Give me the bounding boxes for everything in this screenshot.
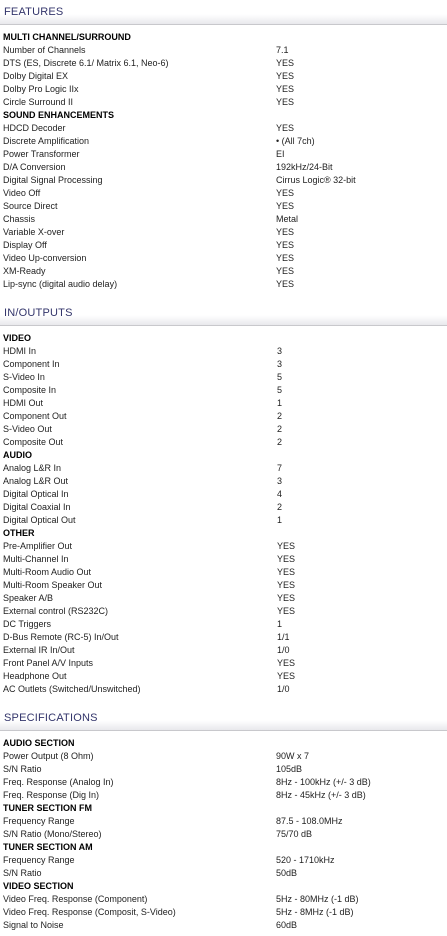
spec-label: D/A Conversion	[3, 162, 66, 172]
spec-row	[0, 278, 447, 291]
spec-row	[0, 592, 447, 605]
group-title: AUDIO SECTION	[3, 738, 75, 748]
spec-value: 8Hz - 100kHz (+/- 3 dB)	[276, 777, 371, 787]
spec-label: Display Off	[3, 240, 47, 250]
spec-value: 5Hz - 80MHz (-1 dB)	[276, 894, 359, 904]
spec-label: Number of Channels	[3, 45, 86, 55]
spec-label: Pre-Amplifier Out	[3, 541, 73, 551]
spec-row	[0, 475, 447, 488]
spec-value: 4	[277, 489, 283, 499]
spec-label: AC Outlets (Switched/Unswitched)	[3, 684, 141, 694]
spec-label: Discrete Amplification	[3, 136, 90, 146]
spec-value: 1	[277, 515, 283, 525]
spec-value: 2	[277, 411, 283, 421]
spec-row	[0, 750, 447, 763]
spec-row	[0, 631, 447, 644]
spec-row	[0, 867, 447, 880]
spec-value: 2	[277, 502, 283, 512]
spec-value: 5	[277, 372, 283, 382]
spec-value: YES	[276, 253, 295, 263]
spec-label: Digital Optical Out	[3, 515, 76, 525]
spec-row	[0, 213, 447, 226]
spec-label: Component Out	[3, 411, 67, 421]
spec-row	[0, 135, 447, 148]
spec-value: 87.5 - 108.0MHz	[276, 816, 343, 826]
spec-label: External control (RS232C)	[3, 606, 109, 616]
spec-row	[0, 618, 447, 631]
spec-value: YES	[277, 593, 296, 603]
spec-row	[0, 239, 447, 252]
spec-row	[0, 501, 447, 514]
spec-row	[0, 553, 447, 566]
spec-label: DTS (ES, Discrete 6.1/ Matrix 6.1, Neo-6)	[3, 58, 169, 68]
spec-label: Multi-Room Speaker Out	[3, 580, 103, 590]
spec-value: 3	[277, 346, 283, 356]
spec-label: Frequency Range	[3, 855, 75, 865]
spec-label: S/N Ratio (Mono/Stereo)	[3, 829, 102, 839]
spec-label: Frequency Range	[3, 816, 75, 826]
spec-value: 105dB	[276, 764, 303, 774]
spec-value: YES	[276, 188, 295, 198]
spec-value: YES	[276, 266, 295, 276]
spec-label: Freq. Response (Dig In)	[3, 790, 100, 800]
spec-row	[0, 540, 447, 553]
spec-label: Source Direct	[3, 201, 58, 211]
spec-row	[0, 854, 447, 867]
spec-row	[0, 345, 447, 358]
spec-label: Video Freq. Response (Composit, S-Video)	[3, 907, 176, 917]
spec-value: Cirrus Logic® 32-bit	[276, 175, 356, 185]
spec-row	[0, 174, 447, 187]
spec-label: Analog L&R In	[3, 463, 62, 473]
group-title: MULTI CHANNEL/SURROUND	[3, 32, 131, 42]
spec-row	[0, 670, 447, 683]
spec-value: YES	[276, 58, 295, 68]
spec-row	[0, 226, 447, 239]
spec-row	[0, 919, 447, 932]
spec-value: 3	[277, 476, 283, 486]
spec-row	[0, 566, 447, 579]
spec-label: Lip-sync (digital audio delay)	[3, 279, 118, 289]
spec-row	[0, 462, 447, 475]
spec-label: Headphone Out	[3, 671, 67, 681]
spec-row	[0, 436, 447, 449]
spec-label: Digital Coaxial In	[3, 502, 71, 512]
spec-row	[0, 384, 447, 397]
spec-label: Chassis	[3, 214, 36, 224]
spec-label: XM-Ready	[3, 266, 46, 276]
spec-label: Dolby Pro Logic IIx	[3, 84, 79, 94]
specifications-section	[0, 706, 447, 936]
spec-row	[0, 776, 447, 789]
spec-value: YES	[277, 671, 296, 681]
spec-label: Digital Optical In	[3, 489, 69, 499]
spec-row	[0, 122, 447, 135]
spec-value: YES	[277, 580, 296, 590]
spec-value: 5	[277, 385, 283, 395]
spec-value: YES	[276, 201, 295, 211]
spec-label: Speaker A/B	[3, 593, 54, 603]
spec-row	[0, 410, 447, 423]
spec-label: Power Output (8 Ohm)	[3, 751, 94, 761]
spec-value: YES	[276, 279, 295, 289]
spec-value: 2	[277, 437, 283, 447]
spec-row	[0, 644, 447, 657]
group-title: VIDEO SECTION	[3, 881, 74, 891]
spec-value: 520 - 1710kHz	[276, 855, 335, 865]
spec-row	[0, 657, 447, 670]
spec-row	[0, 83, 447, 96]
spec-value: 3	[277, 359, 283, 369]
group-title: SOUND ENHANCEMENTS	[3, 110, 115, 120]
spec-row	[0, 893, 447, 906]
spec-row	[0, 265, 447, 278]
spec-label: Signal to Noise	[3, 920, 64, 930]
spec-row	[0, 57, 447, 70]
spec-label: Front Panel A/V Inputs	[3, 658, 94, 668]
spec-value: YES	[276, 123, 295, 133]
spec-label: HDCD Decoder	[3, 123, 66, 133]
spec-value: 1	[277, 619, 283, 629]
features-body	[0, 25, 447, 295]
spec-value: YES	[277, 658, 296, 668]
spec-value: YES	[276, 240, 295, 250]
spec-row	[0, 488, 447, 501]
spec-value: 7	[277, 463, 283, 473]
spec-label: S/N Ratio	[3, 764, 42, 774]
spec-row	[0, 815, 447, 828]
spec-value: 1/0	[277, 684, 290, 694]
spec-label: Multi-Room Audio Out	[3, 567, 92, 577]
section-title-inoutputs: IN/OUTPUTS	[0, 301, 447, 326]
spec-value: YES	[276, 84, 295, 94]
spec-value: 60dB	[276, 920, 298, 930]
spec-value: 90W x 7	[276, 751, 310, 761]
spec-value: 75/70 dB	[276, 829, 313, 839]
spec-label: S-Video In	[3, 372, 45, 382]
spec-label: Circle Surround II	[3, 97, 74, 107]
group-title: VIDEO	[3, 333, 32, 343]
spec-label: S/N Ratio	[3, 868, 42, 878]
spec-value: YES	[277, 541, 296, 551]
spec-label: D-Bus Remote (RC-5) In/Out	[3, 632, 119, 642]
spec-label: HDMI Out	[3, 398, 44, 408]
spec-value: YES	[276, 227, 295, 237]
spec-row	[0, 96, 447, 109]
spec-row	[0, 605, 447, 618]
spec-row	[0, 200, 447, 213]
spec-value: YES	[276, 71, 295, 81]
inoutputs-body	[0, 326, 447, 700]
spec-value: • (All 7ch)	[276, 136, 315, 146]
spec-row	[0, 44, 447, 57]
spec-row	[0, 187, 447, 200]
spec-value: Metal	[276, 214, 299, 224]
group-title: TUNER SECTION FM	[3, 803, 92, 813]
spec-row	[0, 252, 447, 265]
spec-row	[0, 371, 447, 384]
spec-row	[0, 828, 447, 841]
spec-label: Multi-Channel In	[3, 554, 69, 564]
spec-row	[0, 397, 447, 410]
section-title-features: FEATURES	[0, 0, 447, 25]
spec-label: Dolby Digital EX	[3, 71, 69, 81]
spec-label: Video Up-conversion	[3, 253, 87, 263]
spec-label: Video Freq. Response (Component)	[3, 894, 148, 904]
spec-row	[0, 789, 447, 802]
spec-row	[0, 70, 447, 83]
spec-label: Freq. Response (Analog In)	[3, 777, 114, 787]
features-section	[0, 0, 447, 295]
spec-row	[0, 683, 447, 696]
spec-label: Analog L&R Out	[3, 476, 69, 486]
spec-label: External IR In/Out	[3, 645, 75, 655]
spec-value: 8Hz - 45kHz (+/- 3 dB)	[276, 790, 366, 800]
spec-value: 7.1	[276, 45, 289, 55]
spec-value: YES	[277, 567, 296, 577]
spec-label: Video Off	[3, 188, 41, 198]
spec-label: Power Transformer	[3, 149, 80, 159]
spec-value: YES	[277, 606, 296, 616]
spec-row	[0, 579, 447, 592]
spec-label: Digital Signal Processing	[3, 175, 103, 185]
spec-label: Composite In	[3, 385, 57, 395]
spec-label: Component In	[3, 359, 60, 369]
inoutputs-section	[0, 301, 447, 700]
spec-label: S-Video Out	[3, 424, 52, 434]
spec-value: 1	[277, 398, 283, 408]
spec-value: 192kHz/24-Bit	[276, 162, 333, 172]
spec-value: YES	[276, 97, 295, 107]
spec-value: EI	[276, 149, 285, 159]
spec-row	[0, 514, 447, 527]
spec-row	[0, 148, 447, 161]
spec-value: 2	[277, 424, 283, 434]
spec-row	[0, 358, 447, 371]
spec-row	[0, 423, 447, 436]
spec-row	[0, 763, 447, 776]
group-title: TUNER SECTION AM	[3, 842, 93, 852]
spec-row	[0, 906, 447, 919]
specifications-body	[0, 731, 447, 936]
spec-label: HDMI In	[3, 346, 37, 356]
spec-value: YES	[277, 554, 296, 564]
spec-label: Composite Out	[3, 437, 64, 447]
spec-label: DC Triggers	[3, 619, 52, 629]
spec-value: 1/1	[277, 632, 290, 642]
group-title: OTHER	[3, 528, 35, 538]
group-title: AUDIO	[3, 450, 32, 460]
section-title-specifications: SPECIFICATIONS	[0, 706, 447, 731]
spec-value: 5Hz - 8MHz (-1 dB)	[276, 907, 354, 917]
spec-label: Variable X-over	[3, 227, 65, 237]
spec-value: 1/0	[277, 645, 290, 655]
spec-value: 50dB	[276, 868, 298, 878]
spec-row	[0, 161, 447, 174]
